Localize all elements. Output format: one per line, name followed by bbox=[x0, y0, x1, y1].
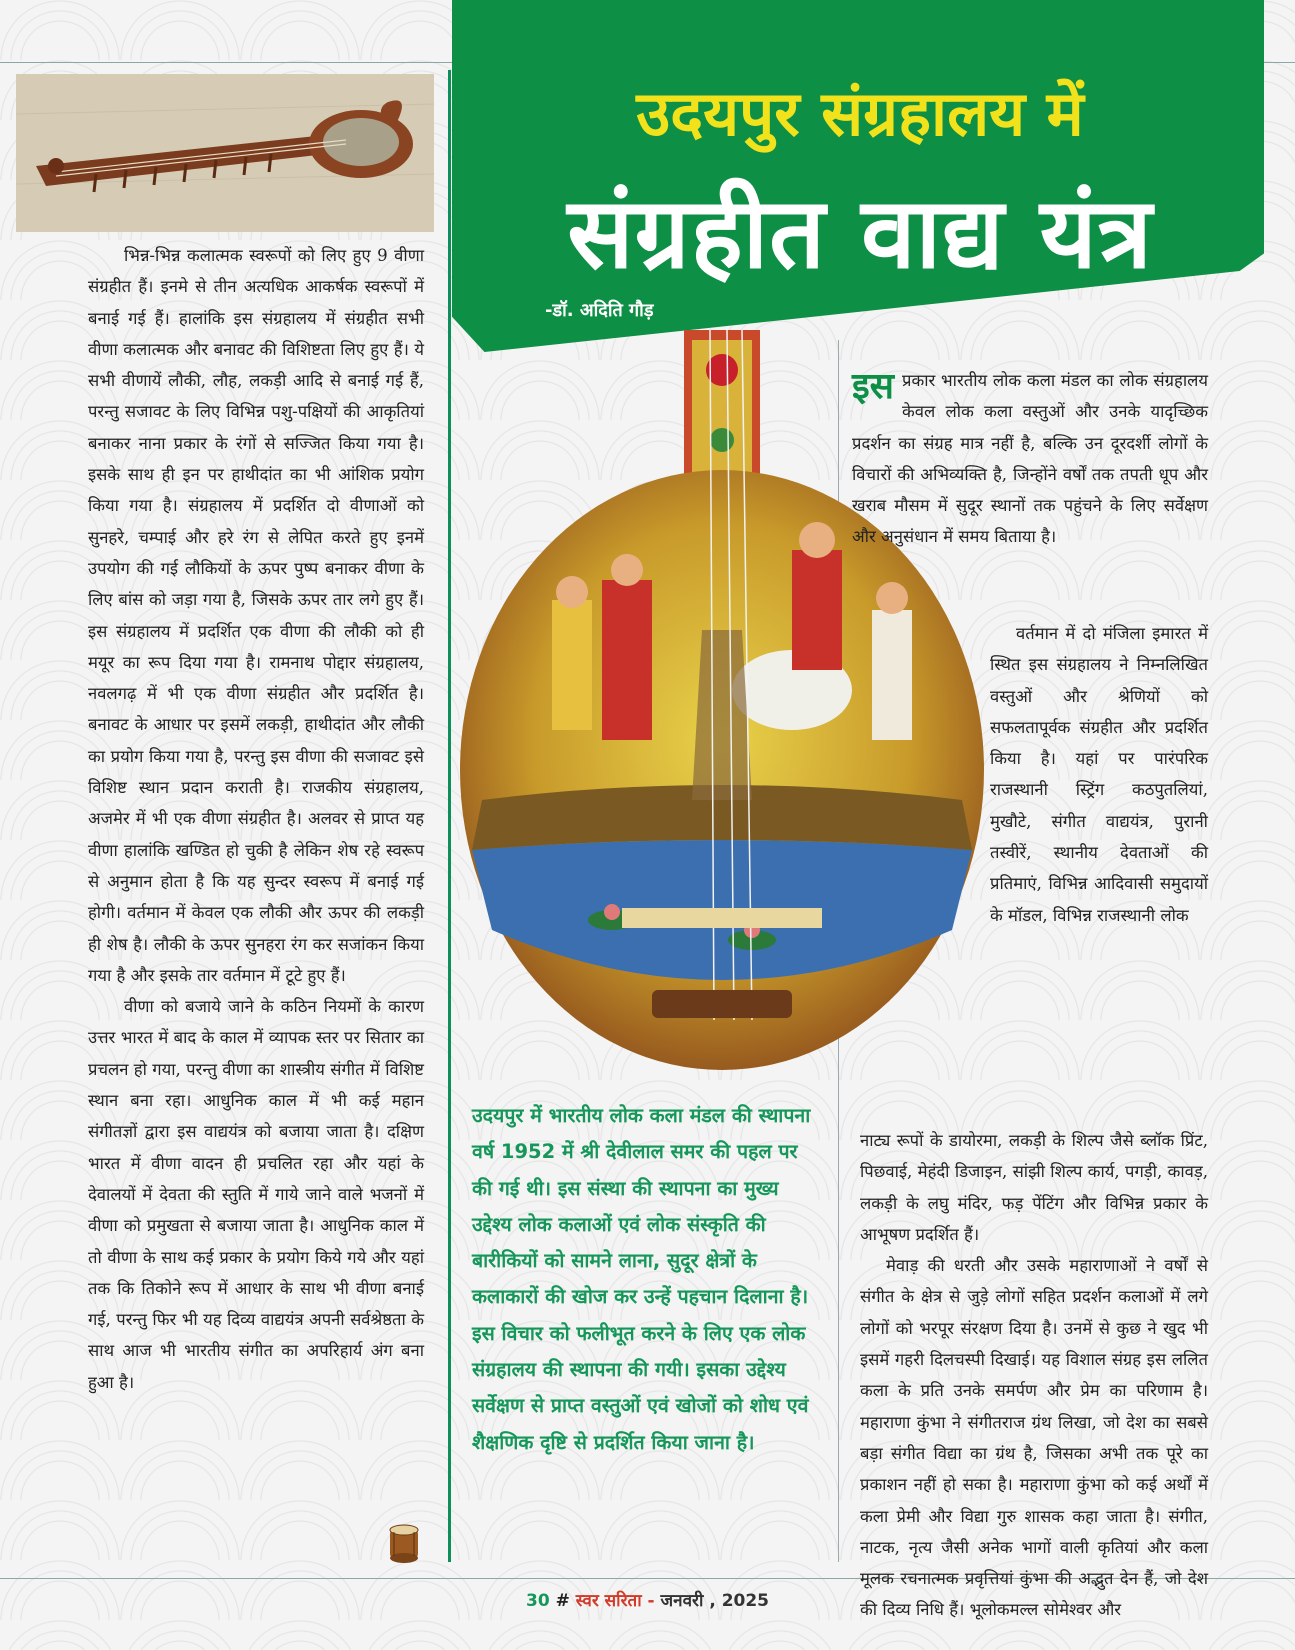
right-paragraph-3: मेवाड़ की धरती और उसके महाराणाओं ने वर्षों से संगीत के क्षेत्र से जुड़े लोगों सहित प्रदर्शन कलाओं में लगे लोगों को भरपूर संरक्षण दिया है। उनमें से कुछ ने खुद भी इसमें गहरी दिलचस्पी दिखाई। यह विशाल संग्रह इस ललित कला के प्रति उनके समर्पण और प्रेम का परिणाम है। महाराणा कुंभा ने संगीतराज ग्रंथ लिखा, जो देश का सबसे बड़ा संगीत विद्या का ग्रंथ है, जिसका अभी तक पूरे का प्रकाशन नहीं हो सका है। महाराणा कुंभा को कई अर्थों में कला प्रेमी और विद्या गुरु शासक कहा जाता है। संगीत, नाटक, नृत्य जैसी अनेक भागों वाली कृतियां और कला मूलक रचनात्मक प्रवृत्तियां कुंभा की अद्भुत देन हैं, जो देश की दिव्य निधि हैं। भूलोकमल्ल सोमेश्वर और bbox=[860, 1256, 1208, 1620]
column-divider-left bbox=[448, 70, 451, 1562]
right-paragraph-2-continued: नाट्य रूपों के डायोरमा, लकड़ी के शिल्प जैसे ब्लॉक प्रिंट, पिछवाई, मेहंदी डिजाइन, सांझी शिल्प कार्य, पगड़ी, कावड़, लकड़ी के लघु मंदिर, फड़ पेंटिंग और विभिन्न प्रकार के आभूषण प्रदर्शित हैं। bbox=[860, 1131, 1208, 1244]
title-line-2: संग्रहीत वाद्य यंत्र bbox=[567, 177, 1153, 291]
footer-hash: # bbox=[549, 1591, 576, 1611]
page-footer bbox=[0, 1588, 1295, 1611]
issue-date: जनवरी , 2025 bbox=[660, 1591, 770, 1611]
drop-cap: इस bbox=[852, 366, 895, 407]
left-paragraph-1: भिन्न-भिन्न कलात्मक स्वरूपों को लिए हुए 9 वीणा संग्रहीत हैं। इनमे से तीन अत्यधिक आकर्षक स्वरूपों में बनाई गई हैं। हालांकि इस संग्रहालय में संग्रहीत सभी वीणा कलात्मक और बनावट की विशिष्टता लिए हुए हैं। ये सभी वीणायें लौकी, लौह, लकड़ी आदि से बनाई गई हैं, परन्तु सजावट के लिए विभिन्न पशु-पक्षियों की आकृतियां बनाकर नाना प्रकार के रंगों से सज्जित किया गया है। इसके साथ ही इन पर हाथीदांत का भी आंशिक प्रयोग किया गया है। संग्रहालय में प्रदर्शित दो वीणाओं को सुनहरे, चम्पाई और हरे रंग से लेपित करते हुए इनमें उपयोग की गई लौकियों के ऊपर पुष्प बनाकर वीणा के लिए बांस को जड़ा गया है, जिसके ऊपर तार लगे हुए हैं। इस संग्रहालय में प्रदर्शित एक वीणा की लौकी को ही मयूर का रूप दिया गया है। रामनाथ पोद्दार संग्रहालय, नवलगढ़ में भी एक वीणा संग्रहीत और प्रदर्शित है। बनावट के आधार पर इसमें लकड़ी, हाथीदांत और लौकी का प्रयोग किया गया है, परन्तु इस वीणा की सजावट इसे विशिष्ट स्थान प्रदान कराती है। राजकीय संग्रहालय, अजमेर में भी एक वीणा संग्रहीत है। अलवर से प्राप्त यह वीणा हालांकि खण्डित हो चुकी है लेकिन शेष रहे स्वरूप से अनुमान होता है कि यह सुन्दर स्वरूप में बनाई गई होगी। वर्तमान में केवल एक लौकी और ऊपर की लकड़ी ही शेष है। लौकी के ऊपर सुनहरा रंग कर सजांकन किया गया है और इसके तार वर्तमान में टूटे हुए हैं। bbox=[88, 246, 424, 985]
pull-quote: उदयपुर में भारतीय लोक कला मंडल की स्थापना वर्ष 1952 में श्री देवीलाल समर की पहल पर की गई थी। इस संस्था की स्थापना का मुख्य उद्देश्य लोक कलाओं एवं लोक संस्कृति की बारीकियों को सामने लाना, सुदूर क्षेत्रों के कलाकारों की खोज कर उन्हें पहचान दिलाना है। इस विचार को फलीभूत करने के लिए एक लोक संग्रहालय की स्थापना की गयी। इसका उद्देश्य सर्वेक्षण से प्राप्त वस्तुओं एवं खोजों को शोध एवं शैक्षणिक दृष्टि से प्रदर्शित किया जाना है। bbox=[472, 1104, 811, 1454]
right-column-lower bbox=[860, 1125, 1208, 1626]
right-paragraph-1: प्रकार भारतीय लोक कला मंडल का लोक संग्रहालय केवल लोक कला वस्तुओं और उनके यादृच्छिक प्रदर्शन का संग्रह मात्र नहीं है, बल्कि उन दूरदर्शी लोगों के विचारों की अभिव्यक्ति है, जिन्होंने वर्षों तक तपती धूप और खराब मौसम में सुदूर स्थानों तक पहुंचने के लिए सर्वेक्षण और अनुसंधान में समय बिताया है। bbox=[852, 371, 1208, 547]
drum-icon bbox=[382, 1520, 426, 1564]
left-column-text bbox=[88, 240, 424, 1398]
sitar-photo bbox=[16, 74, 434, 232]
footer-separator: - bbox=[641, 1591, 661, 1611]
title-line-1: उदयपुर संग्रहालय में bbox=[636, 77, 1084, 150]
magazine-name: स्वर सरिता bbox=[575, 1591, 642, 1611]
right-column-intro bbox=[852, 365, 1208, 553]
left-paragraph-2: वीणा को बजाये जाने के कठिन नियमों के कारण उत्तर भारत में बाद के काल में व्यापक स्तर पर सितार का प्रचलन हो गया, परन्तु वीणा का शास्त्रीय संगीत में विशिष्ट स्थान बना रहा। आधुनिक काल में भी कई महान संगीतज्ञों द्वारा इस वाद्ययंत्र को बजाया जाता है। दक्षिण भारत में वीणा वादन ही प्रचलित रहा और यहां के देवालयों में देवता की स्तुति में गाये जाने वाले भजनों में वीणा को प्रमुखता से बजाया जाता है। आधुनिक काल में तो वीणा के साथ कई प्रकार के प्रयोग किये गये और यहां तक कि तिकोने रूप में आधार के साथ भी वीणा बनाई गई, परन्तु फिर भी यह दिव्य वाद्ययंत्र अपनी सर्वश्रेष्ठता के साथ आज भी भारतीय संगीत का अपरिहार्य अंग बना हुआ है। bbox=[88, 997, 424, 1392]
right-paragraph-2: वर्तमान में दो मंजिला इमारत में स्थित इस संग्रहालय ने निम्नलिखित वस्तुओं और श्रेणियों को सफलतापूर्वक संग्रहीत और प्रदर्शित किया है। यहां पर पारंपरिक राजस्थानी स्ट्रिंग कठपुतलियां, मुखौटे, संगीत वाद्ययंत्र, पुरानी तस्वीरें, स्थानीय देवताओं की प्रतिमाएं, विभिन्न आदिवासी समुदायों के मॉडल, विभिन्न राजस्थानी लोक bbox=[990, 624, 1208, 925]
author-byline: -डॉ. अदिति गौड़ bbox=[545, 300, 654, 321]
page-number: 30 bbox=[525, 1591, 550, 1611]
